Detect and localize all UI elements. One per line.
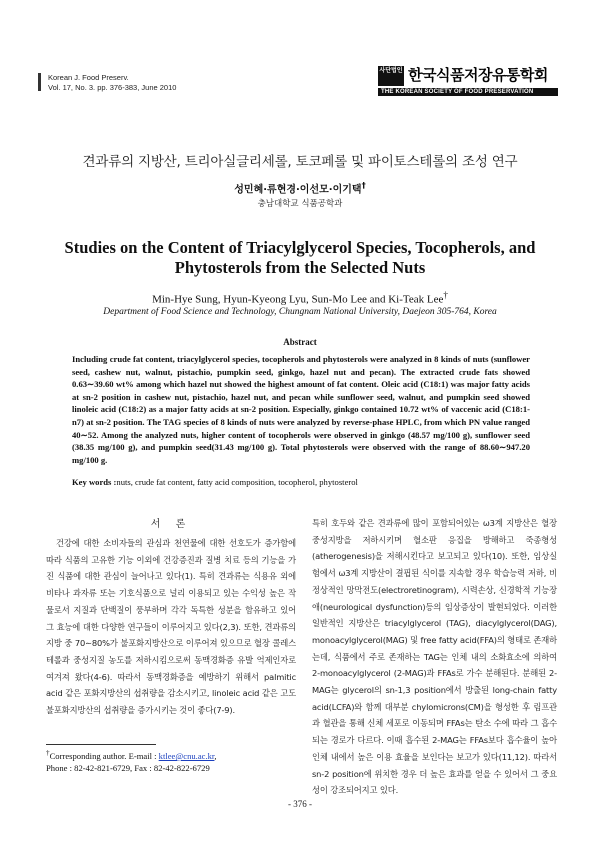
keywords xyxy=(72,476,530,488)
footnote-mark: † xyxy=(46,749,50,757)
journal-marker xyxy=(38,73,41,91)
society-logo xyxy=(378,66,558,96)
society-logo-mark: 사단법인 xyxy=(378,66,404,86)
english-title: Studies on the Content of Triacylglycerol Species, Tocopherols, and Phytosterols from the Selected Nuts xyxy=(64,238,536,277)
footnote-email-suffix: , xyxy=(214,750,217,761)
section-title-introduction: 서 론 xyxy=(150,519,192,530)
journal-volume: Vol. 17, No. 3. pp. 376-383, June 2010 xyxy=(48,82,177,92)
society-name-english: THE KOREAN SOCIETY OF FOOD PRESERVATION xyxy=(378,88,558,96)
page-number: - 376 - xyxy=(288,799,312,809)
footnote-phone: Phone : 82-42-821-6729, Fax : 82-42-822-6729 xyxy=(46,762,210,773)
footnote-label: Corresponding author. E-mail : xyxy=(49,750,159,761)
keywords-list: nuts, crude fat content, fatty acid composition, tocopherol, phytosterol xyxy=(116,477,358,487)
abstract-heading: Abstract xyxy=(283,337,317,347)
korean-authors xyxy=(0,180,600,195)
society-name-korean: 한국식품저장유통학회 xyxy=(408,66,548,84)
korean-affiliation: 충남대학교 식품공학과 xyxy=(257,199,343,209)
footnote xyxy=(46,747,306,774)
corresponding-email-link[interactable]: ktlee@cnu.ac.kr xyxy=(158,750,215,761)
korean-title: 견과류의 지방산, 트리아실글리세롤, 토코페롤 및 파이토스테롤의 조성 연구 xyxy=(82,154,518,170)
journal-name: Korean J. Food Preserv. xyxy=(48,73,129,82)
journal-citation xyxy=(48,73,176,92)
english-affiliation: Department of Food Science and Technology, Chungnam National University, Daejeon 305-764, Korea xyxy=(103,307,497,317)
abstract-text: Including crude fat content, triacylglycerol species, tocopherols and phytosterols were analyzed in 8 kinds of nuts (sunflower seed, cashew nut, walnut, pistachio, pumpkin seed, ginkgo, hazel nut and pecan). The extracted crude fats showed 0.63∼39.60 wt% among which hazel nut showed the highest amount of fat content. Oleic acid (C18:1) was major fatty acids at sn-2 position in cashew nut, pistachio, hazel nut, and pecan while sunflower seed, walnut, and pumpkin seed showed linoleic acid (C18:2) as a major fatty acids at sn-2 position. Especially, ginkgo contained 10.72 wt% of vaccenic acid (C18:1-n7) at sn-2 position. The TAG species of 8 kinds of nuts were analyzed by reverse-phase HPLC, from which PN value ranged 40∼52. Among the analyzed nuts, higher content of tocopherols were observed in ginkgo (48.57 mg/100 g), sunflower seed (38.35 mg/100 g), and pumpkin seed(31.43 mg/100 g). Total phytosterols were observed with the range of 88.60∼947.20 mg/100 g. xyxy=(72,354,530,465)
body-left-column: 건강에 대한 소비자들의 관심과 천연물에 대한 선호도가 증가함에 따라 식품의 고유한 기능 이외에 건강증진과 질병 치료 등의 기능을 가진 식품에 대한 관심이 늘어나고 있다(1). 특히 견과류는 식용유 외에 비타나 과자류 또는 기호식품으로 널리 이용되고 있는 수익성 높은 작물로서 지질과 단백질이 풍부하며 각각 독특한 성분을 함유하고 있어 그 효능에 대한 다양한 연구들이 이루어지고 있다(2,3). 또한, 견과류의 지방 중 70∼80%가 불포화지방산으로 이루어져 있으므로 혈장 콜레스테롤과 중성지질 농도를 저하시킴으로써 동맥경화증 유발 억제인자로 여겨져 왔다(4-6). 따라서 동맥경화증을 예방하기 위해서 palmitic acid 같은 포화지방산의 섭취량을 감소시키고, linoleic acid 같은 고도 불포화지방산의 섭취량을 증가시키는 것이 좋다(7-9). xyxy=(46,538,296,716)
corresponding-mark: † xyxy=(443,290,448,300)
footnote-divider xyxy=(46,744,156,745)
english-authors xyxy=(0,290,600,306)
corresponding-mark: † xyxy=(361,180,366,190)
english-author-names: Min-Hye Sung, Hyun-Kyeong Lyu, Sun-Mo Lee and Ki-Teak Lee xyxy=(152,293,444,306)
keywords-label: Key words : xyxy=(72,477,117,487)
body-right-column: 특히 호두와 같은 견과류에 많이 포함되어있는 ω3계 지방산은 혈장 중성지방을 저하시키며 혈소판 응집을 방해하고 죽종형성(atherogenesis)을 저해시킨다고 보고되고 있다(10). 또한, 임상실험에서 ω3계 지방산이 결핍된 식이를 지속할 경우 학습능력 저하, 비정상적인 망막전도(electroretinogram), 시력손상, 신경학적 기능장애(neurological dysfunction)등의 임상증상이 발현되었다. 이러한 일반적인 지방산은 triacylglycerol (TAG), diacylglycerol(DAG), monoacylglycerol(MAG) 및 free fatty acid(FFA)의 형태로 존재하는데, 식품에서 주로 존재하는 TAG는 인체 내의 소화효소에 의하여 2-monoacylglycerol (2-MAG)과 FFAs로 가수 분해된다. 분해된 2-MAG는 glycerol의 sn-1,3 position에서 방출된 long-chain fatty acid(LCFA)와 함께 대부분 chylomicrons(CM)을 형성한 후 림프관과 혈관을 통해 신체 세포로 이동되며 FFAs는 탄소 수에 따라 그 흡수되는 경로가 다르다. 이때 흡수된 2-MAG는 FFAs보다 흡수율이 높아 인체 내에서 높은 이용 효율을 보인다는 보고가 있다(11,12). 따라서 sn-2 position에 위치한 경우 더 높은 효과를 얻을 수 있어서 그 중요성이 강조되어지고 있다. xyxy=(312,518,557,796)
korean-author-names: 성민혜·류현경·이선모·이기택 xyxy=(234,184,362,196)
footnote-author-line xyxy=(46,747,306,762)
